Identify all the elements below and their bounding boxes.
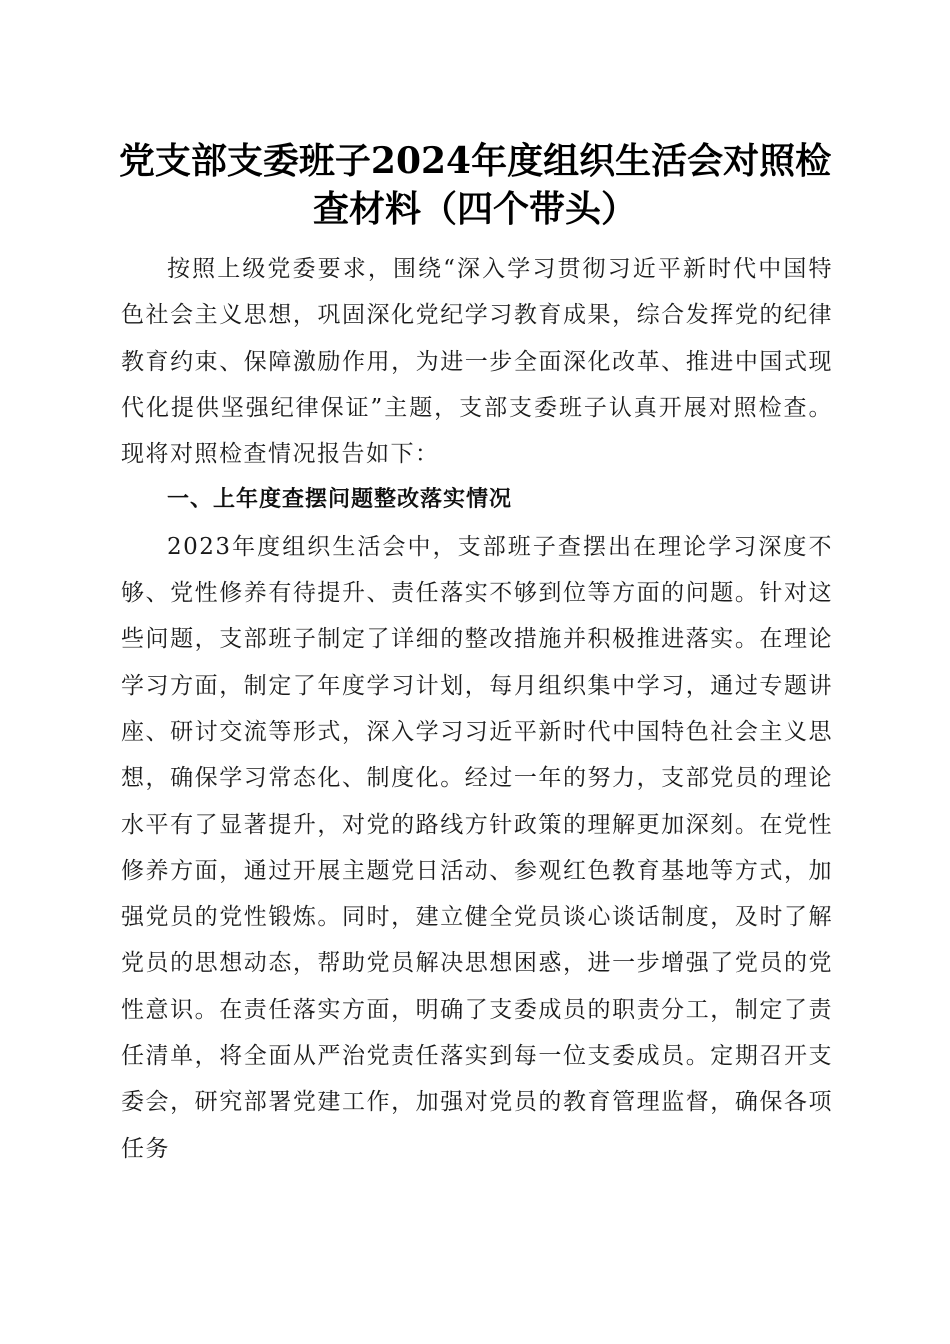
document-title-line-2: 查材料（四个带头） bbox=[312, 188, 637, 230]
section-1-paragraph: 2023年度组织生活会中，支部班子查摆出在理论学习深度不够、党性修养有待提升、责任落实不够到位等方面的问题。针对这些问题，支部班子制定了详细的整改措施并积极推进落实。在理论学习方面，制定了年度学习计划，每月组织集中学习，通过专题讲座、研讨交流等形式，深入学习习近平新时代中国特色社会主义思想，确保学习常态化、制度化。经过一年的努力，支部党员的理论水平有了显著提升，对党的路线方针政策的理解更加深刻。在党性修养方面，通过开展主题党日活动、参观红色教育基地等方式，加强党员的党性锻炼。同时，建立健全党员谈心谈话制度，及时了解党员的思想动态，帮助党员解决思想困惑，进一步增强了党员的党性意识。在责任落实方面，明确了支委成员的职责分工，制定了责任清单，将全面从严治党责任落实到每一位支委成员。定期召开支委会，研究部署党建工作，加强对党员的教育管理监督，确保各项任务 bbox=[121, 533, 833, 1162]
document-body bbox=[121, 246, 833, 1172]
section-1-heading: 一、上年度查摆问题整改落实情况 bbox=[167, 487, 513, 513]
intro-paragraph: 按照上级党委要求，围绕“深入学习贯彻习近平新时代中国特色社会主义思想，巩固深化党纪学习教育成果，综合发挥党的纪律教育约束、保障激励作用，为进一步全面深化改革、推进中国式现代化提供坚强纪律保证”主题，支部支委班子认真开展对照检查。现将对照检查情况报告如下： bbox=[121, 256, 833, 468]
document-title-line-1: 党支部支委班子2024年度组织生活会对照检 bbox=[118, 140, 832, 182]
